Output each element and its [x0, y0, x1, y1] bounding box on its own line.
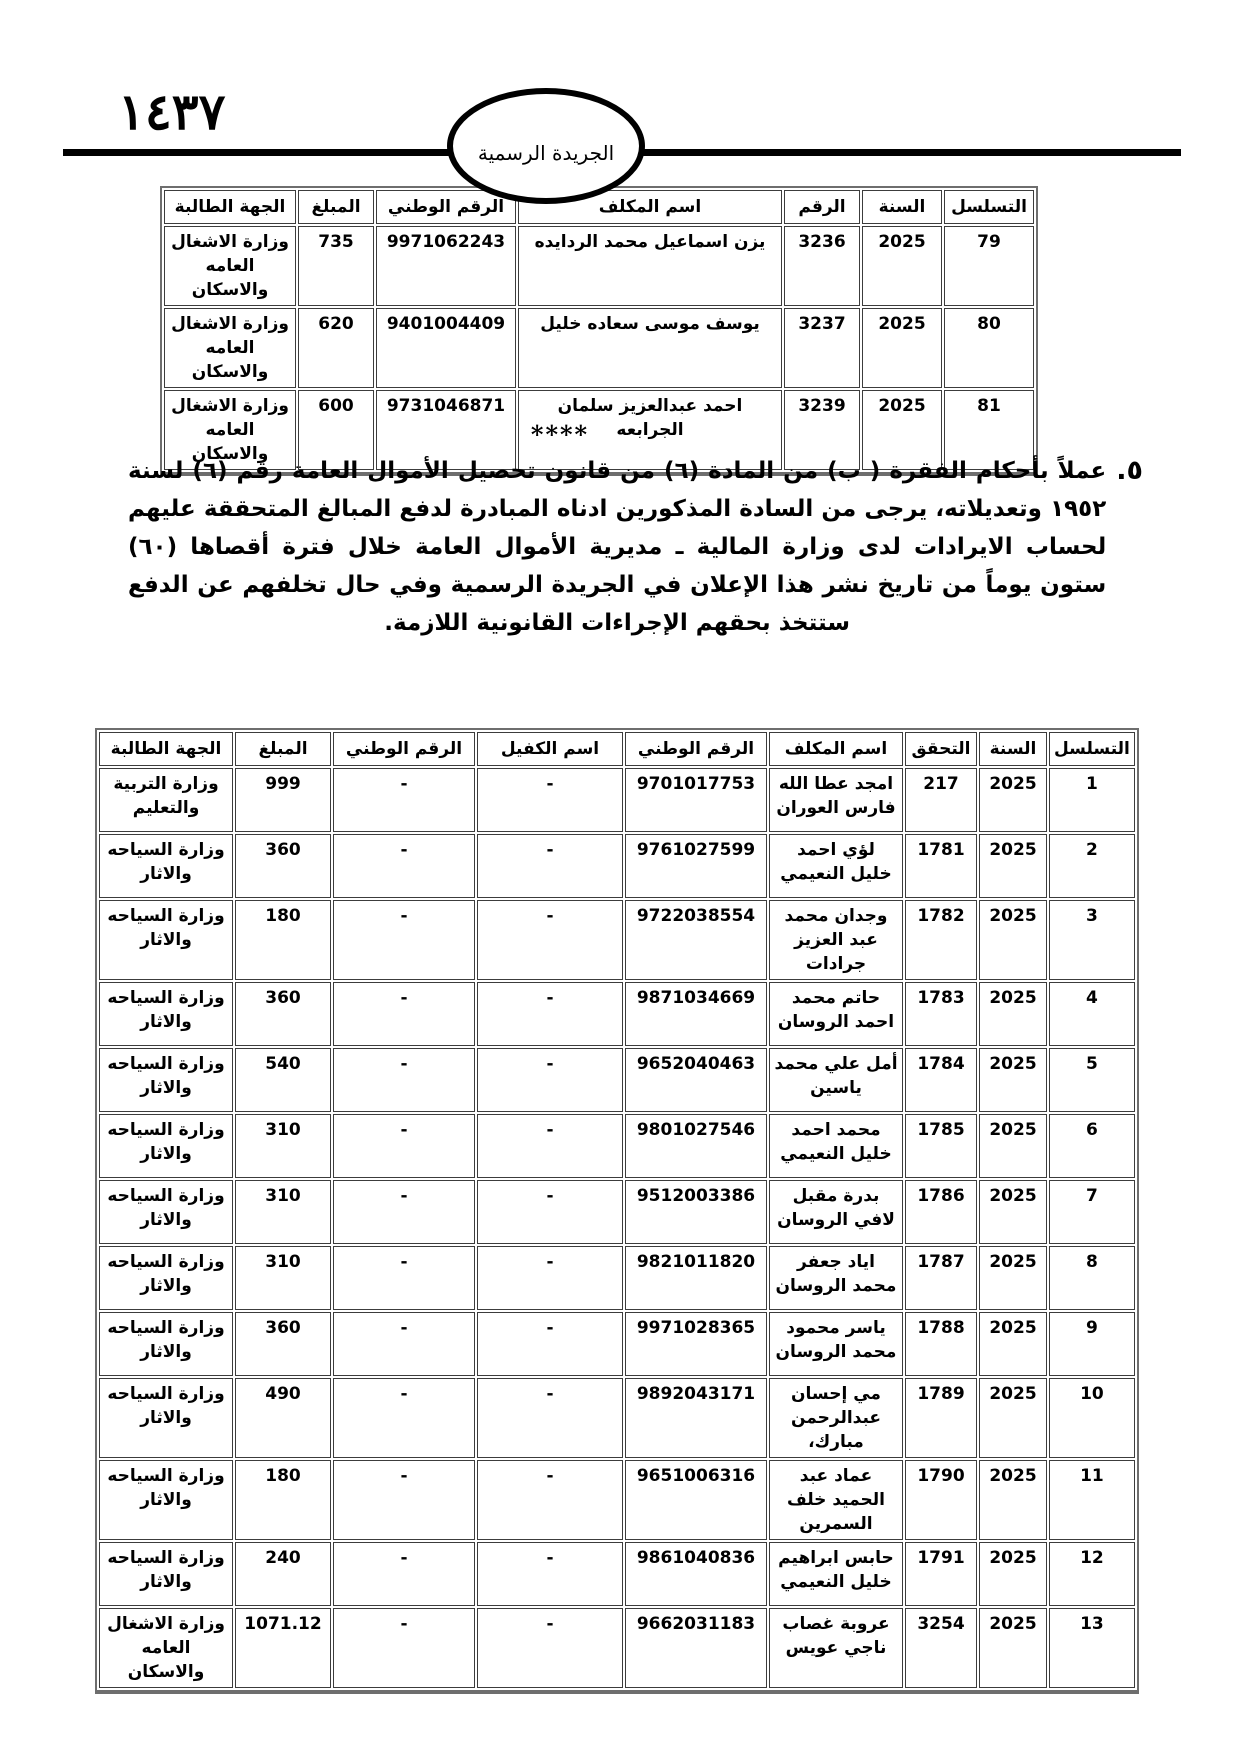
table-cell: - — [477, 1542, 623, 1606]
table-cell: 9401004409 — [376, 308, 516, 388]
table-cell: 3236 — [784, 226, 860, 306]
table-cell: - — [477, 982, 623, 1046]
table-cell: 735 — [298, 226, 374, 306]
table-cell: 10 — [1049, 1378, 1135, 1458]
page-number: ١٤٣٧ — [118, 82, 226, 141]
table-row — [99, 1180, 1135, 1244]
column-header: اسم المكلف — [518, 190, 782, 224]
table-cell: 2025 — [862, 390, 942, 470]
table-cell: وزارة الاشغال العامه والاسكان — [164, 226, 296, 306]
table-cell: وزارة السياحه والاثار — [99, 1246, 233, 1310]
table-cell: ياسر محمود محمد الروسان — [769, 1312, 903, 1376]
table-cell: 81 — [944, 390, 1034, 470]
table-cell: 2025 — [979, 1378, 1047, 1458]
masthead-title: الجريدة الرسمية — [477, 141, 615, 165]
table-cell: 9 — [1049, 1312, 1135, 1376]
table-cell: 2025 — [979, 1048, 1047, 1112]
table-cell: - — [477, 1048, 623, 1112]
table-cell: 310 — [235, 1180, 331, 1244]
table-cell: - — [333, 834, 475, 898]
table-cell: 2025 — [979, 982, 1047, 1046]
table-cell: 2025 — [862, 226, 942, 306]
table-cell: 1785 — [905, 1114, 977, 1178]
table-cell: 1784 — [905, 1048, 977, 1112]
table-cell: وزارة السياحه والاثار — [99, 982, 233, 1046]
table-cell: 2025 — [979, 1180, 1047, 1244]
column-header: المبلغ — [235, 732, 331, 766]
notice-paragraph — [128, 452, 1143, 642]
table-cell: وزارة السياحه والاثار — [99, 1048, 233, 1112]
table-row — [99, 1608, 1135, 1688]
column-header: الرقم الوطني — [333, 732, 475, 766]
table-cell: وزارة السياحه والاثار — [99, 1460, 233, 1540]
table-cell: 540 — [235, 1048, 331, 1112]
table-cell: 13 — [1049, 1608, 1135, 1688]
table-cell: 310 — [235, 1246, 331, 1310]
table-cell: يوسف موسى سعاده خليل — [518, 308, 782, 388]
table-cell: 2025 — [979, 1114, 1047, 1178]
table-cell: 3254 — [905, 1608, 977, 1688]
table-cell: 80 — [944, 308, 1034, 388]
table-cell: 9722038554 — [625, 900, 767, 980]
table-cell: 9662031183 — [625, 1608, 767, 1688]
table-row — [164, 226, 1034, 306]
table-cell: 3 — [1049, 900, 1135, 980]
table-cell: - — [333, 1460, 475, 1540]
table-cell: 2025 — [979, 1246, 1047, 1310]
column-header: السنة — [979, 732, 1047, 766]
table-cell: وزارة الاشغال العامه والاسكان — [164, 390, 296, 470]
table-row — [99, 768, 1135, 832]
table-cell: 240 — [235, 1542, 331, 1606]
header-row — [99, 732, 1135, 766]
table-cell: - — [477, 1114, 623, 1178]
table-row — [99, 1114, 1135, 1178]
table-cell: 360 — [235, 834, 331, 898]
column-header: اسم المكلف — [769, 732, 903, 766]
table-cell: امجد عطا الله فارس العوران — [769, 768, 903, 832]
table-cell: 310 — [235, 1114, 331, 1178]
table-cell: 217 — [905, 768, 977, 832]
table-cell: 9512003386 — [625, 1180, 767, 1244]
column-header: التسلسل — [944, 190, 1034, 224]
table-cell: 1790 — [905, 1460, 977, 1540]
table-cell: 9971028365 — [625, 1312, 767, 1376]
table-cell: 9871034669 — [625, 982, 767, 1046]
table-cell: - — [477, 1312, 623, 1376]
table-cell: 9651006316 — [625, 1460, 767, 1540]
table-cell: عروبة غصاب ناجي عويس — [769, 1608, 903, 1688]
section-separator: **** — [530, 420, 590, 449]
table-cell: 12 — [1049, 1542, 1135, 1606]
table-cell: 9731046871 — [376, 390, 516, 470]
table-cell: 5 — [1049, 1048, 1135, 1112]
table-cell: - — [333, 1114, 475, 1178]
table-cell: 1782 — [905, 900, 977, 980]
table-cell: 7 — [1049, 1180, 1135, 1244]
table-cell: - — [333, 1542, 475, 1606]
table-row — [99, 1312, 1135, 1376]
table-row — [99, 1460, 1135, 1540]
column-header: الرقم الوطني — [625, 732, 767, 766]
table-cell: أمل علي محمد ياسين — [769, 1048, 903, 1112]
table-cell: - — [477, 900, 623, 980]
table-cell: - — [333, 1378, 475, 1458]
table-cell: - — [333, 900, 475, 980]
table-cell: 9761027599 — [625, 834, 767, 898]
table-cell: وجدان محمد عبد العزيز جرادات — [769, 900, 903, 980]
table-cell: 9701017753 — [625, 768, 767, 832]
table-cell: محمد احمد خليل النعيمي — [769, 1114, 903, 1178]
masthead-ellipse — [447, 88, 645, 204]
table-row — [99, 1542, 1135, 1606]
table-cell: وزارة السياحه والاثار — [99, 900, 233, 980]
table-cell: - — [477, 1378, 623, 1458]
table-cell: 600 — [298, 390, 374, 470]
table-cell: 490 — [235, 1378, 331, 1458]
table-cell: 8 — [1049, 1246, 1135, 1310]
table-cell: وزارة السياحه والاثار — [99, 834, 233, 898]
table-cell: - — [477, 1246, 623, 1310]
column-header: الجهة الطالبة — [164, 190, 296, 224]
table-row — [99, 900, 1135, 980]
table-cell: 79 — [944, 226, 1034, 306]
table-cell: 4 — [1049, 982, 1135, 1046]
table-cell: 1783 — [905, 982, 977, 1046]
table-cell: 360 — [235, 1312, 331, 1376]
table-cell: بدرة مقبل لافي الروسان — [769, 1180, 903, 1244]
table-cell: يزن اسماعيل محمد الردايده — [518, 226, 782, 306]
column-header: الرقم — [784, 190, 860, 224]
table-cell: وزارة السياحه والاثار — [99, 1114, 233, 1178]
table-cell: حابس ابراهيم خليل النعيمي — [769, 1542, 903, 1606]
table-cell: - — [477, 768, 623, 832]
table-cell: - — [477, 1180, 623, 1244]
table-cell: - — [333, 1246, 475, 1310]
table-cell: - — [333, 768, 475, 832]
table-cell: 2025 — [979, 1312, 1047, 1376]
table-cell: 9801027546 — [625, 1114, 767, 1178]
table-cell: وزارة التربية والتعليم — [99, 768, 233, 832]
table-cell: وزارة السياحه والاثار — [99, 1378, 233, 1458]
table-cell: 999 — [235, 768, 331, 832]
table-cell: - — [477, 834, 623, 898]
lower-claims-table-wrap — [95, 728, 1139, 1694]
table-cell: 1789 — [905, 1378, 977, 1458]
table-cell: 11 — [1049, 1460, 1135, 1540]
lower-claims-table — [95, 728, 1139, 1694]
table-cell: 180 — [235, 900, 331, 980]
table-row — [99, 1048, 1135, 1112]
table-cell: 2025 — [979, 768, 1047, 832]
table-cell: 2025 — [979, 1460, 1047, 1540]
table-row — [99, 1246, 1135, 1310]
table-cell: 1781 — [905, 834, 977, 898]
column-header: اسم الكفيل — [477, 732, 623, 766]
table-cell: 2025 — [862, 308, 942, 388]
table-row — [99, 834, 1135, 898]
table-cell: 2025 — [979, 900, 1047, 980]
table-cell: اياد جعفر محمد الروسان — [769, 1246, 903, 1310]
table-cell: 9652040463 — [625, 1048, 767, 1112]
table-cell: وزارة السياحه والاثار — [99, 1312, 233, 1376]
table-cell: 3237 — [784, 308, 860, 388]
table-cell: 9892043171 — [625, 1378, 767, 1458]
table-cell: 1787 — [905, 1246, 977, 1310]
table-cell: 1071.12 — [235, 1608, 331, 1688]
table-cell: لؤي احمد خليل النعيمي — [769, 834, 903, 898]
table-cell: 3239 — [784, 390, 860, 470]
table-cell: 9971062243 — [376, 226, 516, 306]
table-cell: 6 — [1049, 1114, 1135, 1178]
table-cell: 180 — [235, 1460, 331, 1540]
column-header: التحقق — [905, 732, 977, 766]
table-cell: حاتم محمد احمد الروسان — [769, 982, 903, 1046]
table-cell: وزارة الاشغال العامه والاسكان — [164, 308, 296, 388]
notice-text: عملاً بأحكام الفقرة ( ب) من المادة (٦) من قانون تحصيل الأموال العامة رقم (٦) لسنة ١٩٥٢ وتعديلاته، يرجى من السادة المذكورين ادناه المبادرة لدفع المبالغ المتحققة عليهم لحساب الايرادات لدى وزارة المالية ـ مديرية الأموال العامة خلال فترة أقصاها (٦٠) ستون يوماً من تاريخ نشر هذا الإعلان في الجريدة الرسمية وفي حال تخلفهم عن الدفع ستتخذ بحقهم الإجراءات القانونية اللازمة. — [128, 458, 1107, 636]
table-cell: 2025 — [979, 1542, 1047, 1606]
table-cell: 1786 — [905, 1180, 977, 1244]
table-cell: 2025 — [979, 834, 1047, 898]
column-header: الجهة الطالبة — [99, 732, 233, 766]
table-cell: - — [333, 982, 475, 1046]
table-cell: - — [333, 1048, 475, 1112]
table-cell: - — [333, 1608, 475, 1688]
column-header: المبلغ — [298, 190, 374, 224]
table-cell: 9821011820 — [625, 1246, 767, 1310]
table-cell: عماد عبد الحميد خلف السمرين — [769, 1460, 903, 1540]
table-cell: مي إحسان عبدالرحمن مبارك، — [769, 1378, 903, 1458]
notice-item-number: ٥. — [1116, 455, 1143, 486]
table-cell: وزارة السياحه والاثار — [99, 1180, 233, 1244]
column-header: التسلسل — [1049, 732, 1135, 766]
table-cell: 1 — [1049, 768, 1135, 832]
table-cell: 9861040836 — [625, 1542, 767, 1606]
table-cell: - — [333, 1312, 475, 1376]
table-cell: 2025 — [979, 1608, 1047, 1688]
table-cell: 620 — [298, 308, 374, 388]
table-cell: 360 — [235, 982, 331, 1046]
table-row — [164, 308, 1034, 388]
table-cell: وزارة السياحه والاثار — [99, 1542, 233, 1606]
column-header: الرقم الوطني — [376, 190, 516, 224]
table-cell: 1788 — [905, 1312, 977, 1376]
table-cell: - — [477, 1608, 623, 1688]
header-row — [164, 190, 1034, 224]
table-cell: 1791 — [905, 1542, 977, 1606]
column-header: السنة — [862, 190, 942, 224]
table-cell: - — [477, 1460, 623, 1540]
table-cell: وزارة الاشغال العامه والاسكان — [99, 1608, 233, 1688]
table-cell: 2 — [1049, 834, 1135, 898]
table-cell: - — [333, 1180, 475, 1244]
table-row — [99, 1378, 1135, 1458]
table-cell: احمد عبدالعزيز سلمان الجرابعه — [518, 390, 782, 470]
table-row — [99, 982, 1135, 1046]
